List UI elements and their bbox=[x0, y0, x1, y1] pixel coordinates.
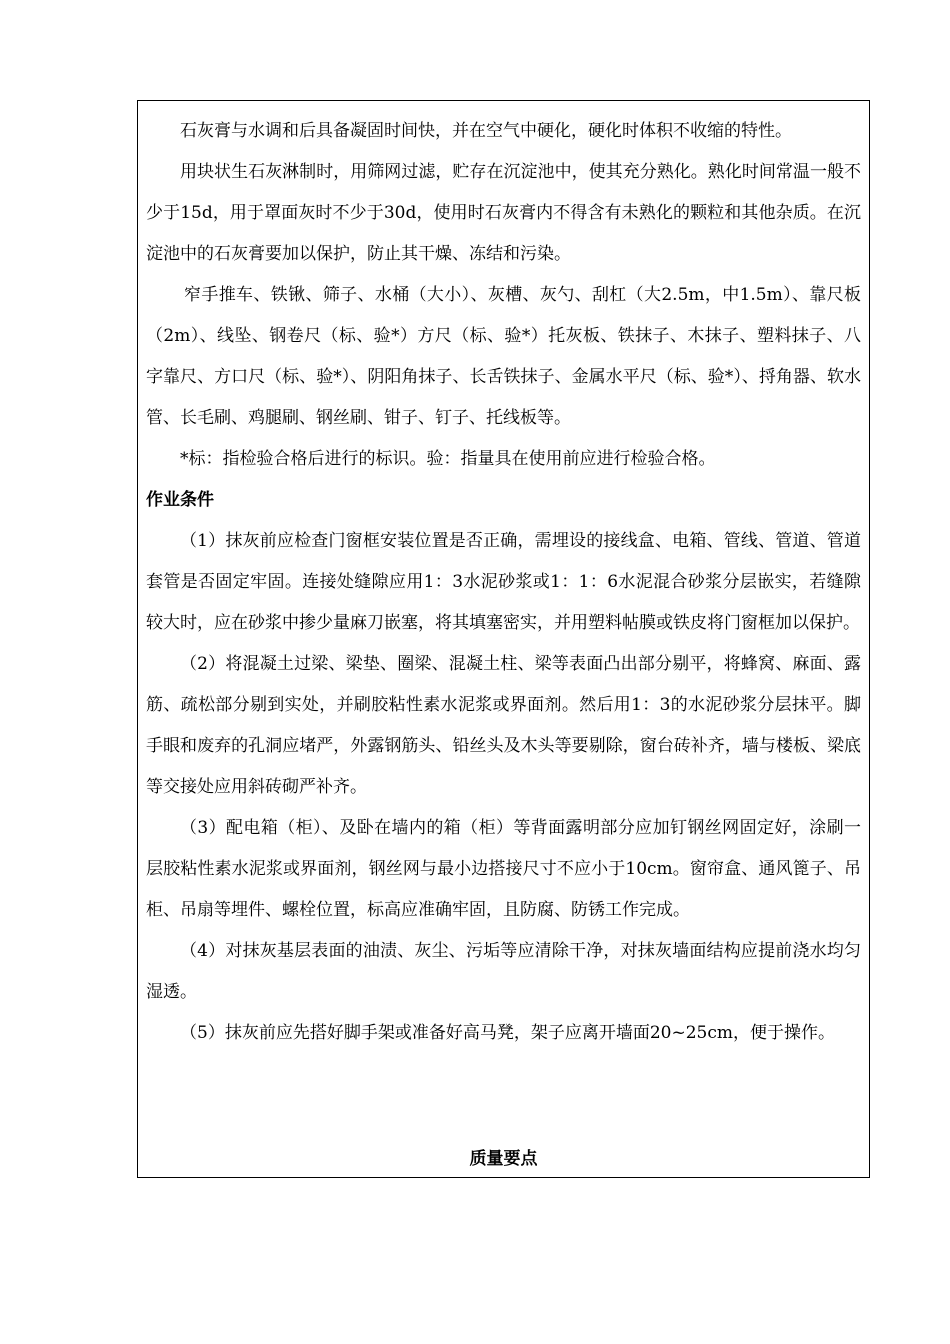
work-condition-item-5: （5）抹灰前应先搭好脚手架或准备好高马凳，架子应离开墙面20~25cm，便于操作。 bbox=[180, 1023, 835, 1043]
work-condition-item-2: （2）将混凝土过梁、梁垫、圈梁、混凝土柱、梁等表面凸出部分剔平，将蜂窝、麻面、露筋、疏松部分剔到实处，并刷胶粘性素水泥浆或界面剂。然后用1：3的水泥砂浆分层抹平。脚手眼和废弃的孔洞应堵严，外露钢筋头、铅丝头及木头等要剔除，窗台砖补齐，墙与楼板、梁底等交接处应用斜砖砌严补齐。 bbox=[146, 654, 861, 797]
document-table-cell bbox=[137, 100, 870, 1178]
work-condition-item-1: （1）抹灰前应检查门窗框安装位置是否正确，需埋设的接线盒、电箱、管线、管道、管道套管是否固定牢固。连接处缝隙应用1：3水泥砂浆或1：1：6水泥混合砂浆分层嵌实，若缝隙较大时，应在砂浆中掺少量麻刀嵌塞，将其填塞密实，并用塑料帖膜或铁皮将门窗框加以保护。 bbox=[146, 531, 861, 633]
work-condition-item-4: （4）对抹灰基层表面的油渍、灰尘、污垢等应清除干净，对抹灰墙面结构应提前浇水均匀湿透。 bbox=[146, 941, 861, 1002]
paragraph-mark-note: *标：指检验合格后进行的标识。验：指量具在使用前应进行检验合格。 bbox=[180, 449, 716, 469]
paragraph-lime-paste-property: 石灰膏与水调和后具备凝固时间快，并在空气中硬化，硬化时体积不收缩的特性。 bbox=[180, 121, 792, 141]
section-heading-quality-points: 质量要点 bbox=[469, 1149, 538, 1169]
paragraph-lime-slaking: 用块状生石灰淋制时，用筛网过滤，贮存在沉淀池中，使其充分熟化。熟化时间常温一般不少于15d，用于罩面灰时不少于30d，使用时石灰膏内不得含有未熟化的颗粒和其他杂质。在沉淀池中的石灰膏要加以保护，防止其干燥、冻结和污染。 bbox=[146, 162, 861, 264]
document-body bbox=[146, 111, 861, 1054]
work-condition-item-3: （3）配电箱（柜）、及卧在墙内的箱（柜）等背面露明部分应加钉钢丝网固定好，涂刷一层胶粘性素水泥浆或界面剂，钢丝网与最小边搭接尺寸不应小于10cm。窗帘盒、通风篦子、吊柜、吊扇等埋件、螺栓位置，标高应准确牢固，且防腐、防锈工作完成。 bbox=[146, 818, 861, 920]
section-heading-work-conditions: 作业条件 bbox=[146, 490, 214, 510]
paragraph-tools-list: 窄手推车、铁锹、筛子、水桶（大小）、灰槽、灰勺、刮杠（大2.5m，中1.5m）、靠尺板（2m）、线坠、钢卷尺（标、验*）方尺（标、验*）托灰板、铁抹子、木抹子、塑料抹子、八字靠尺、方口尺（标、验*）、阴阳角抹子、长舌铁抹子、金属水平尺（标、验*）、捋角器、软水管、长毛刷、鸡腿刷、钢丝刷、钳子、钉子、托线板等。 bbox=[146, 285, 861, 428]
